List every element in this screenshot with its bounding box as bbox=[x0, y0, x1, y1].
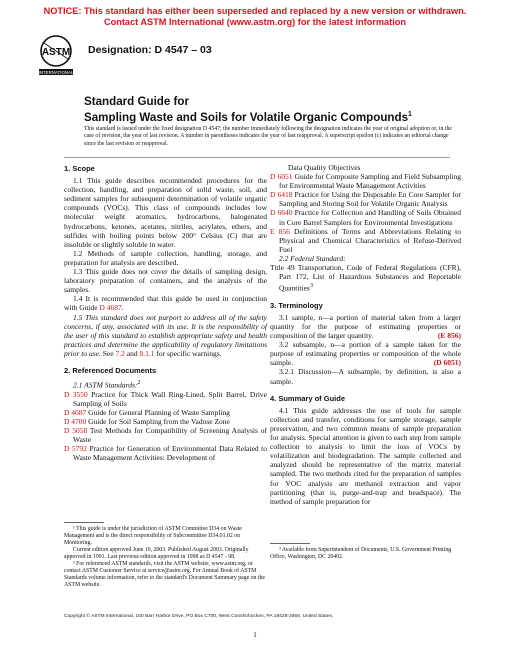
ref-item: D 6418 Practice for Using the Disposable En Core Sampler for Sampling and Storing Soil for Volatile Organic Analysis bbox=[270, 190, 461, 209]
ref-code[interactable]: E 856 bbox=[270, 226, 290, 236]
federal-standard-item: Title 49 Transportation, Code of Federal Regulations (CFR), Part 172, List of Hazardous Substances and Reportable Quantities$^3$ bbox=[270, 263, 461, 293]
right-column bbox=[270, 163, 461, 506]
section-referenced-heading: 2. Referenced Documents bbox=[64, 365, 157, 375]
federal-standard-label: 2.2 Federal Standard: bbox=[279, 253, 346, 263]
para-1-4: 1.4 It is recommended that this guide be used in conjunction with Guide D 4687. bbox=[64, 294, 267, 313]
title-line-1: Standard Guide for bbox=[84, 95, 189, 108]
ref-item: D 5058 Test Methods for Compatibility of Screening Analysis of Waste bbox=[64, 426, 267, 445]
section-scope-heading: 1. Scope bbox=[64, 164, 95, 173]
footnote-1b: Current edition approved June 10, 2003. Published August 2003. Originally approved in 1991. Last previous edition approved in 1998 as D 4547 - 98. bbox=[64, 547, 249, 560]
notice-line-1: NOTICE: This standard has either been superseded and replaced by a new version or withdrawn. bbox=[43, 6, 467, 16]
ref-code[interactable]: D 5058 bbox=[64, 426, 88, 436]
left-footnotes bbox=[64, 526, 266, 589]
term-3-2-ref[interactable]: (D 6051) bbox=[433, 358, 461, 368]
para-1-2: 1.2 Methods of sample collection, handling, storage, and preparation for analysis are described. bbox=[64, 248, 267, 267]
ref-item: D 3550 Practice for Thick Wall Ring-Lined, Split Barrel, Drive Sampling of Soils bbox=[64, 389, 268, 408]
ref-code[interactable]: D 6418 bbox=[270, 190, 293, 200]
para-1-5: 1.5 This standard does not purport to address all of the safety concerns, if any, associated with its use. It is the responsibility of the user of this standard to establish appropriate safety and health practices and determine the applicability of regulatory limitations prior to use. See 7.2 and 8.1.1 for specific warnings. bbox=[64, 312, 267, 358]
ref-continuation: Data Quality Objectives bbox=[288, 163, 361, 172]
svg-text:INTERNATIONAL: INTERNATIONAL bbox=[38, 70, 74, 75]
ref-item: D 4700 Guide for Soil Sampling from the Vadose Zone bbox=[64, 416, 230, 426]
section-summary-heading: 4. Summary of Guide bbox=[270, 393, 346, 403]
footnote-2: ² For referenced ASTM standards, visit the ASTM website, www.astm.org, or contact ASTM Customer Service at service@astm.org. For Annual Book of ASTM Standards volume information, refer to the standard's Document Summary page on the ASTM website. bbox=[64, 561, 265, 588]
link-8-1-1[interactable]: 8.1.1 bbox=[139, 348, 155, 358]
term-3-1-ref[interactable]: (E 856) bbox=[437, 331, 461, 341]
left-column bbox=[64, 160, 267, 462]
astm-logo bbox=[38, 34, 74, 76]
divider bbox=[64, 157, 450, 158]
copyright-footer: Copyright © ASTM International, 100 Barr Harbor Drive, PO Box C700, West Conshohocken, PA 19428-2959, United States. bbox=[64, 614, 334, 619]
left-ref-list bbox=[64, 390, 267, 463]
designation: Designation: D 4547 – 03 bbox=[88, 44, 212, 56]
ref-item: E 856 Definitions of Terms and Abbreviations Relating to Physical and Chemical Characteristics of Refuse-Derived Fuel bbox=[270, 226, 461, 254]
ref-code[interactable]: D 5792 bbox=[64, 444, 87, 454]
notice-line-2: Contact ASTM International (www.astm.org) for the latest information bbox=[103, 17, 406, 27]
link-7-2[interactable]: 7.2 bbox=[115, 348, 125, 358]
svg-text:ASTM: ASTM bbox=[41, 47, 71, 58]
title-line-2: Sampling Waste and Soils for Volatile Organic Compounds$^1$ bbox=[84, 110, 412, 124]
ref-item: D 6051 Guide for Composite Sampling and Field Subsampling for Environmental Waste Management Activities bbox=[270, 172, 462, 191]
document-title bbox=[84, 95, 464, 124]
term-3-2: 3.2 subsample, n—a portion of a sample taken for the purpose of estimating properties or composition of the whole sample. (D 6051) bbox=[270, 340, 461, 368]
ref-code[interactable]: D 3550 bbox=[64, 389, 88, 399]
supersede-notice bbox=[0, 6, 510, 28]
para-4-1: 4.1 This guide addresses the use of tools for sample collection and transfer, conditions for sample storage, sample preservation, and two common means of sample preparation for analysis. Special attention is given to each step from sample collection to analysis to limit the loss of VOCs by volatilization and biodegradation. The sample collected and analyzed should be representative of the matrix material sampled. The two methods cited for the preparation of samples for VOC analysis are methanol extraction and vapor partitioning (that is, purge-and-trap and headspace). The method of sample preparation for bbox=[270, 405, 461, 506]
term-3-2-1: 3.2.1 Discussion—A subsample, by definition, is also a sample. bbox=[270, 367, 461, 386]
ref-item: D 6640 Practice for Collection and Handling of Soils Obtained in Core Barrel Samplers for Environmental Investigations bbox=[270, 208, 461, 227]
footnote-1: ¹ This guide is under the jurisdiction of ASTM Committee D34 on Waste Management and is the direct responsibility of Subcommittee D34.01.02 on Monitoring. bbox=[64, 526, 242, 546]
footnote-rule bbox=[270, 543, 310, 544]
section-terminology-heading: 3. Terminology bbox=[270, 300, 323, 310]
ref-code[interactable]: D 4687 bbox=[64, 407, 87, 417]
footnote-rule bbox=[64, 522, 104, 523]
ref-code[interactable]: D 6640 bbox=[270, 208, 293, 218]
ref-code[interactable]: D 6051 bbox=[270, 172, 293, 182]
page-number: 1 bbox=[253, 631, 257, 639]
astm-standards-label: 2.1 ASTM Standards:$^2$ bbox=[73, 379, 141, 390]
term-3-1: 3.1 sample, n—a portion of material taken from a larger quantity for the purpose of estimating properties or composition of the larger quantity. (E 856) bbox=[270, 312, 461, 341]
ref-item: D 4687 Guide for General Planning of Waste Sampling bbox=[64, 407, 230, 417]
para-1-1: 1.1 This guide describes recommended procedures for the collection, handling, and preparation of solid waste, soil, and sediment samples for subsequent determination of volatile organic compounds (VOCs). This class of compounds includes low molecular weight aromatics, hydrocarbons, halogenated hydrocarbons, ketones, acetates, nitriles, acrylates, ethers, and sulfides with boiling points below 200° Celsius (C) that are insoluble or slightly soluble in water. bbox=[64, 176, 267, 249]
para-1-3: 1.3 This guide does not cover the details of sampling design, laboratory preparation of containers, and the analysis of the samples. bbox=[64, 267, 267, 295]
link-d4687[interactable]: D 4687 bbox=[99, 303, 122, 313]
ref-item: D 5792 Practice for Generation of Environmental Data Related to Waste Management Activities: Development of bbox=[64, 444, 267, 463]
issue-note: This standard is issued under the fixed designation D 4547; the number immediately following the designation indicates the year of original adoption or, in the case of revision, the year of last revision. A number in parentheses indicates the year of last reapproval. A superscript epsilon (ε) indicates an editorial change since the last revision or reapproval. bbox=[84, 126, 452, 147]
footnote-3: ³ Available from Superintendent of Documents, U.S. Government Printing Office, Washington, DC 20402. bbox=[270, 547, 452, 560]
ref-code[interactable]: D 4700 bbox=[64, 416, 87, 426]
